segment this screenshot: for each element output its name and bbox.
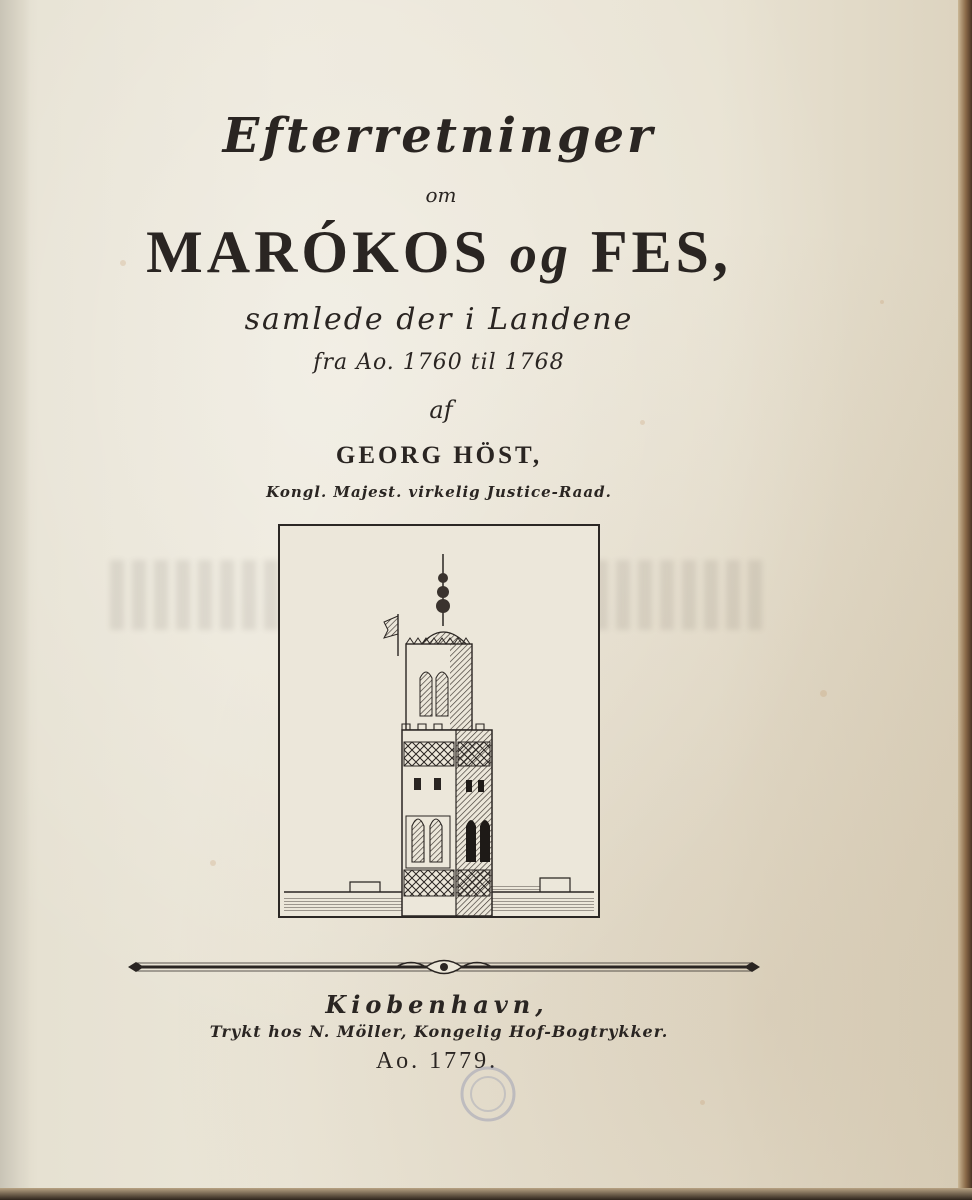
imprint-place: Kiobenhavn, (325, 990, 549, 1019)
library-stamp (458, 1064, 518, 1124)
imprint-printer: Trykt hos N. Möller, Kongelig Hof-Bogtrykker. (209, 1022, 669, 1041)
main-title-og: og (509, 224, 572, 284)
main-title (0, 218, 918, 287)
foxing-spot (210, 860, 216, 866)
ornamental-rule (126, 956, 762, 978)
imprint-year: Ao. 1779. (375, 1048, 499, 1074)
subtitle: samlede der i Landene (244, 302, 634, 337)
page-edge-bottom (0, 1188, 972, 1200)
minaret-engraving (278, 524, 600, 918)
by-word: af (429, 396, 453, 424)
page-edge-right (958, 0, 972, 1200)
author-role: Kongl. Majest. virkelig Justice-Raad. (266, 483, 612, 501)
foxing-spot (700, 1100, 705, 1105)
main-title-part1: MARÓKOS (146, 219, 491, 285)
connector-word: om (425, 183, 457, 207)
author-name: GEORG HÖST, (335, 442, 543, 469)
minaret-illustration (280, 526, 598, 916)
blackletter-title: Efterretninger (222, 108, 656, 164)
main-title-part2: FES, (590, 219, 732, 285)
date-range: fra Ao. 1760 til 1768 (313, 350, 565, 375)
foxing-spot (820, 690, 827, 697)
